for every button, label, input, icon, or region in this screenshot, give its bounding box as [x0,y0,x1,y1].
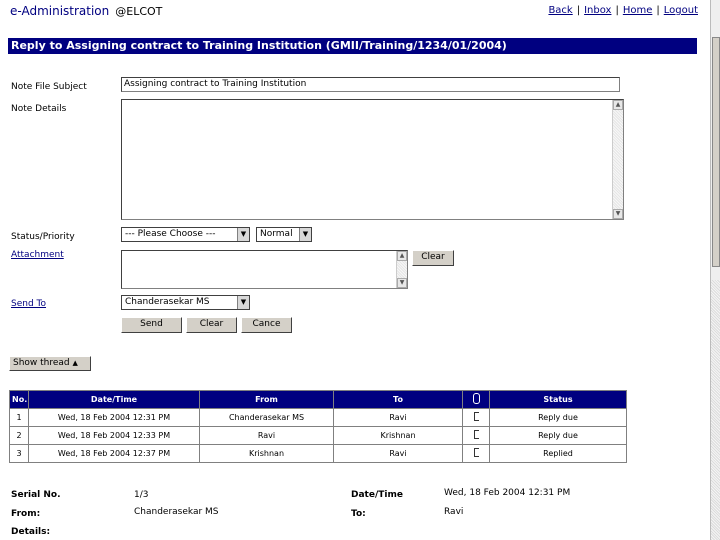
chevron-down-icon: ▼ [237,228,249,241]
priority-select[interactable]: Normal ▼ [256,227,312,242]
details-label: Note Details [11,104,67,114]
datetime-label: Date/Time [351,490,403,500]
attachment-checkbox[interactable] [463,445,489,462]
table-row[interactable]: 2 Wed, 18 Feb 2004 12:33 PM Ravi Krishnan Reply due [10,427,626,444]
attachment-checkbox[interactable] [463,409,489,426]
app-brand [10,4,162,18]
app-name: e-Administration [10,4,110,18]
col-header-datetime: Date/Time [29,391,199,408]
details-scrollbar[interactable] [612,100,623,219]
details-textarea[interactable] [121,99,624,220]
cancel-button[interactable]: Cance [241,317,292,333]
scroll-down-icon[interactable]: ▼ [397,278,407,288]
col-header-no: No. [10,391,28,408]
scroll-up-icon[interactable]: ▲ [397,251,407,261]
subject-label: Note File Subject [11,82,87,92]
col-header-status: Status [490,391,626,408]
attachment-list[interactable] [121,250,408,289]
col-header-attachment [463,391,489,408]
inbox-link[interactable]: Inbox [584,5,612,16]
attachment-checkbox[interactable] [463,427,489,444]
send-button[interactable]: Send [121,317,182,333]
from-value: Chanderasekar MS [134,507,219,517]
page-title: Reply to Assigning contract to Training Institution (GMII/Training/1234/01/2004) [8,38,697,54]
chevron-up-icon: ▲ [72,359,78,367]
logout-link[interactable]: Logout [663,5,698,16]
status-priority-label: Status/Priority [11,232,75,242]
top-nav: Back | Inbox | Home | Logout [548,5,698,16]
home-link[interactable]: Home [622,5,653,16]
to-label: To: [351,509,366,519]
paperclip-icon [473,393,480,404]
org-name: @ELCOT [115,5,163,18]
attachment-scrollbar[interactable] [396,251,407,288]
col-header-to: To [334,391,462,408]
page-scrollbar[interactable] [710,0,720,540]
show-thread-button[interactable]: Show thread ▲ [9,356,91,371]
subject-input[interactable]: Assigning contract to Training Institution [121,77,620,92]
table-header-row [10,391,626,408]
serial-label: Serial No. [11,490,61,500]
scroll-down-icon[interactable]: ▼ [613,209,623,219]
status-select[interactable]: --- Please Choose --- ▼ [121,227,250,242]
back-link[interactable]: Back [548,5,573,16]
col-header-from: From [200,391,333,408]
send-to-select[interactable]: Chanderasekar MS ▼ [121,295,250,310]
serial-value: 1/3 [134,490,149,500]
datetime-value: Wed, 18 Feb 2004 12:31 PM [444,488,571,498]
thread-table [9,390,627,463]
details-section-label: Details: [11,527,51,537]
to-value: Ravi [444,507,464,517]
from-label: From: [11,509,41,519]
clear-attachment-button[interactable]: Clear [412,250,454,266]
chevron-down-icon: ▼ [237,296,249,309]
scrollbar-thumb[interactable] [712,37,720,267]
scroll-up-icon[interactable]: ▲ [613,100,623,110]
clear-button[interactable]: Clear [186,317,237,333]
table-row[interactable]: 1 Wed, 18 Feb 2004 12:31 PM Chanderasekar MS Ravi Reply due [10,409,626,426]
attachment-link[interactable]: Attachment [11,250,64,260]
send-to-link[interactable]: Send To [11,299,47,309]
table-row[interactable]: 3 Wed, 18 Feb 2004 12:37 PM Krishnan Ravi Replied [10,445,626,462]
chevron-down-icon: ▼ [299,228,311,241]
